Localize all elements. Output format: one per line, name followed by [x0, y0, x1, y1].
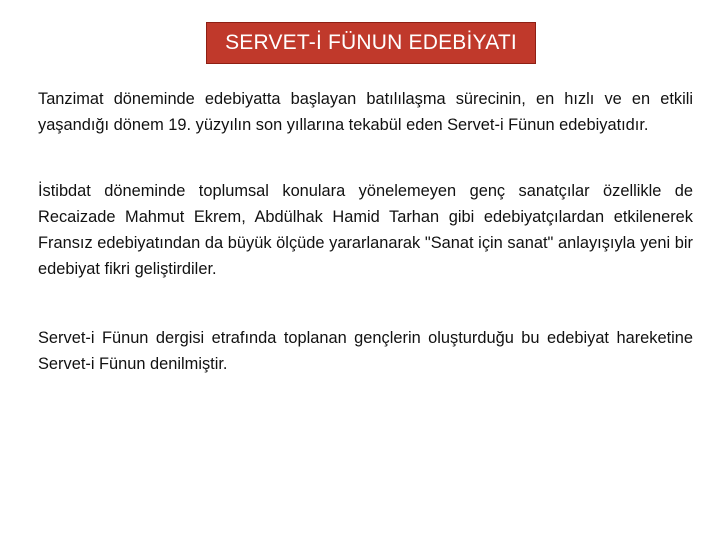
paragraph-intro: Tanzimat döneminde edebiyatta başlayan batılılaşma sürecinin, en hızlı ve en etkili yaşandığı dönem 19. yüzyılın son yıllarına tekabül eden Servet-i Fünun edebiyatıdır. — [38, 90, 693, 134]
slide-title: SERVET-İ FÜNUN EDEBİYATI — [225, 31, 517, 54]
paragraph-istibdat: İstibdat döneminde toplumsal konulara yönelemeyen genç sanatçılar özellikle de Recaizade Mahmut Ekrem, Abdülhak Hamid Tarhan gibi edebiyatçılardan etkilenerek Fransız edebiyatından da büyük ölçüde yararlanarak "Sanat için sanat" anlayışıyla yeni bir edebiyat fikri geliştirdiler. — [38, 182, 693, 278]
title-banner — [206, 22, 536, 64]
paragraph-definition: Servet-i Fünun dergisi etrafında toplanan gençlerin oluşturduğu bu edebiyat hareketine Servet-i Fünun denilmiştir. — [38, 329, 693, 373]
